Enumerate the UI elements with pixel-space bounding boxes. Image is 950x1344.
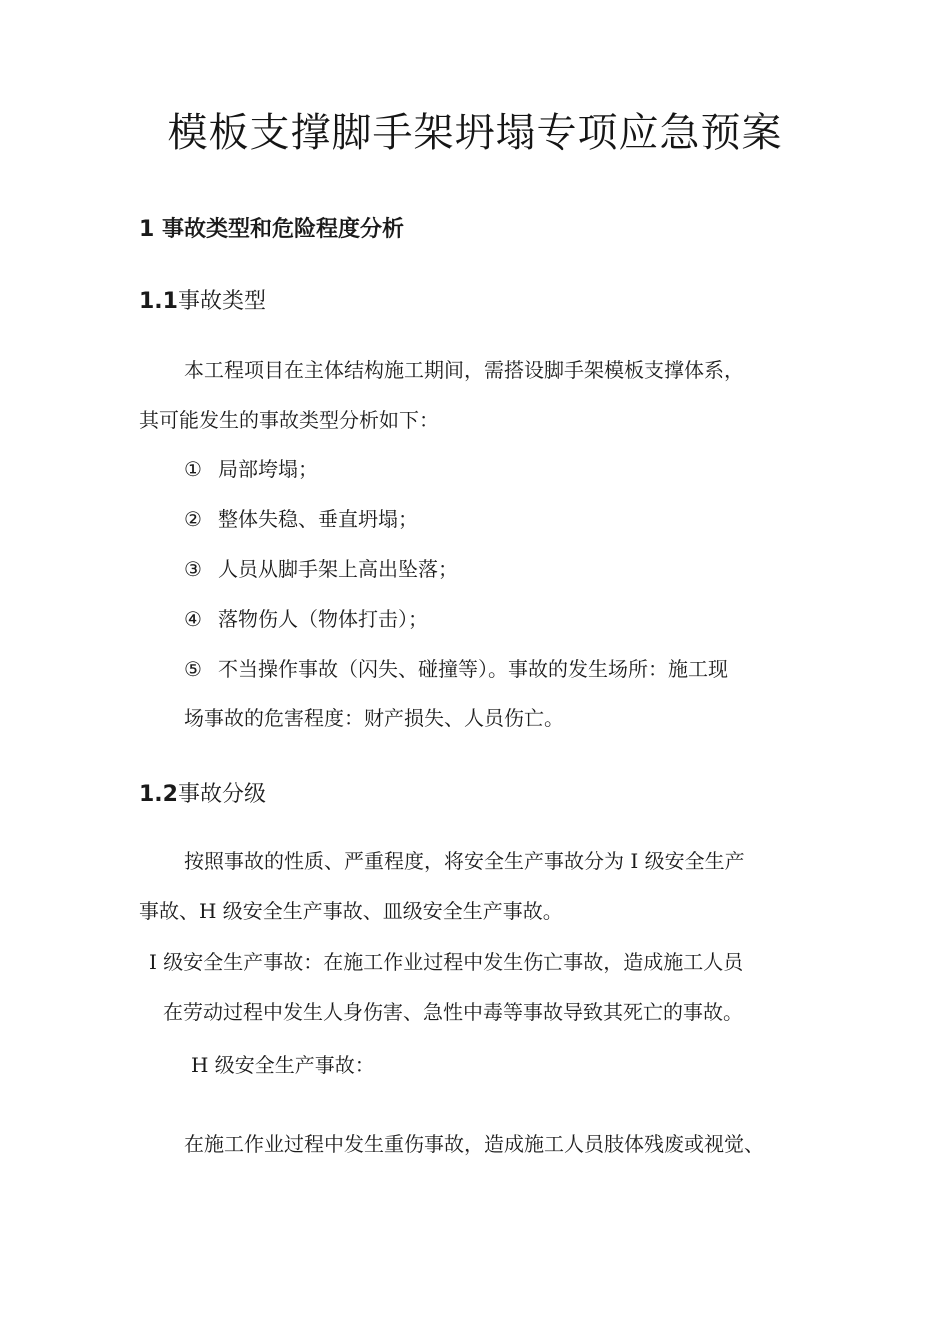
document-title: 模板支撑脚手架坍塌专项应急预案	[167, 110, 783, 156]
level-1-paragraph-line-2: 在劳动过程中发生人身伤害、急性中毒等事故导致其死亡的事故。	[163, 1000, 743, 1024]
list-item	[184, 659, 728, 679]
list-item	[184, 509, 418, 529]
intro-paragraph-line-1: 本工程项目在主体结构施工期间，需搭设脚手架模板支撑体系，	[184, 358, 744, 382]
list-item-text: 局部垮塌；	[218, 457, 318, 481]
grading-paragraph-line-1: 按照事故的性质、严重程度，将安全生产事故分为 I 级安全生产	[184, 849, 745, 873]
list-item-text: 不当操作事故（闪失、碰撞等）。事故的发生场所：施工现	[218, 657, 728, 681]
list-item-marker: ②	[184, 507, 202, 531]
section-1-2-number: 1.2	[139, 782, 178, 807]
intro-paragraph-line-2: 其可能发生的事故类型分析如下：	[139, 408, 439, 432]
level-1-paragraph-line-1: I 级安全生产事故：在施工作业过程中发生伤亡事故，造成施工人员	[149, 950, 744, 974]
list-item	[184, 559, 458, 579]
section-1-2-heading	[139, 784, 266, 806]
list-item-continuation: 场事故的危害程度：财产损失、人员伤亡。	[184, 706, 564, 730]
level-2-paragraph-line-1: 在施工作业过程中发生重伤事故，造成施工人员肢体残废或视觉、	[184, 1132, 764, 1156]
list-item	[184, 459, 318, 479]
section-1-1-heading	[139, 291, 266, 313]
section-1-heading: 1 事故类型和危险程度分析	[139, 217, 404, 242]
level-2-heading: H 级安全生产事故：	[191, 1053, 375, 1077]
section-1-1-number: 1.1	[139, 289, 178, 314]
list-item-marker: ⑤	[184, 657, 202, 681]
list-item-marker: ③	[184, 557, 202, 581]
grading-paragraph-line-2: 事故、H 级安全生产事故、皿级安全生产事故。	[139, 899, 563, 923]
list-item-text: 人员从脚手架上高出坠落；	[218, 557, 458, 581]
list-item	[184, 609, 428, 629]
section-1-1-title: 事故类型	[177, 289, 266, 314]
list-item-marker: ①	[184, 457, 202, 481]
section-1-2-title: 事故分级	[177, 782, 266, 807]
list-item-marker: ④	[184, 607, 202, 631]
list-item-text: 落物伤人（物体打击）；	[218, 607, 428, 631]
list-item-text: 整体失稳、垂直坍塌；	[218, 507, 418, 531]
